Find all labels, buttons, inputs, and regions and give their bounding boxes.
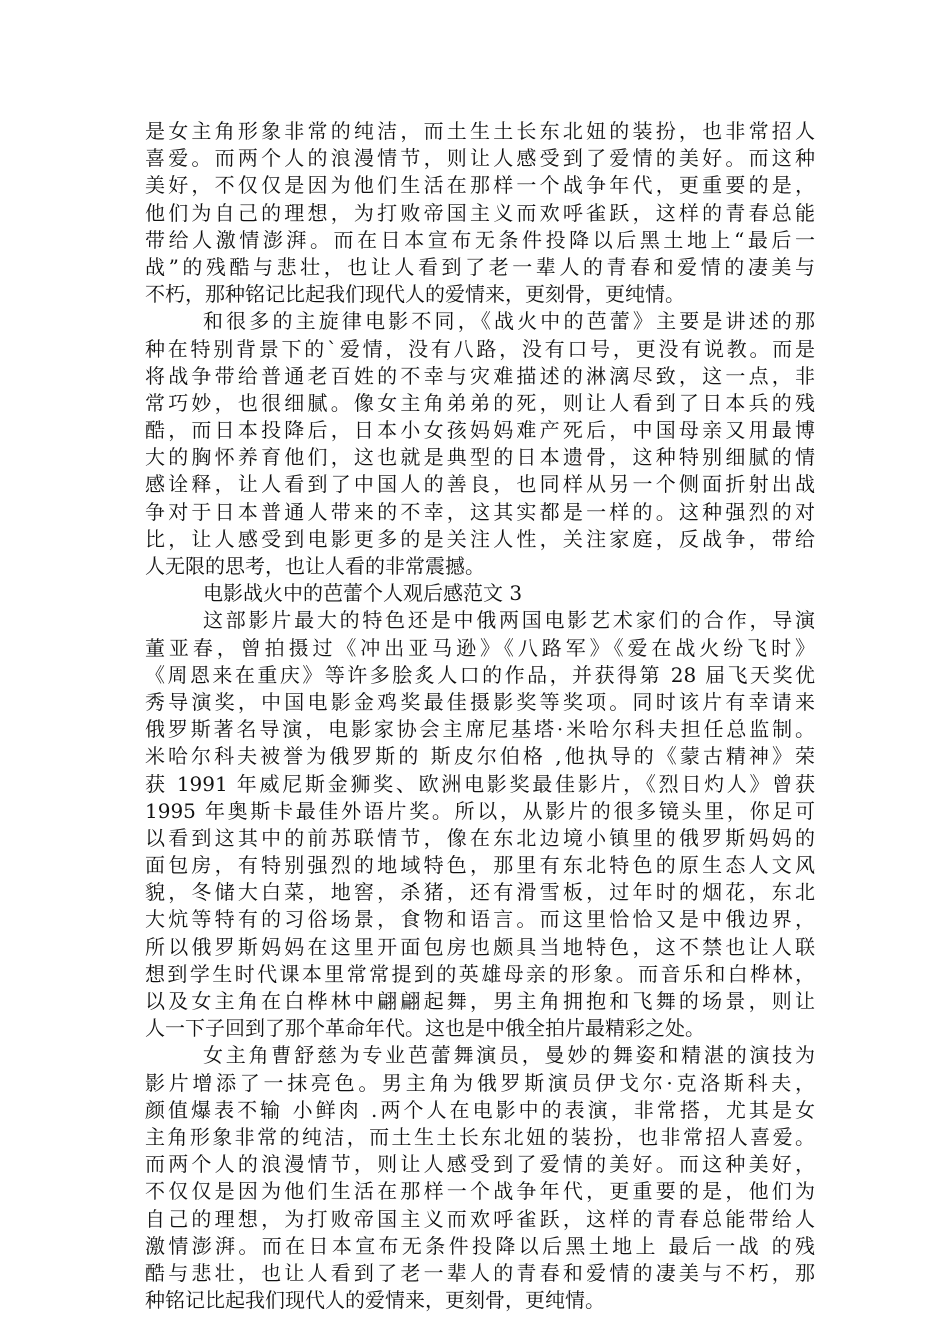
text-line: 这部影片最大的特色还是中俄两国电影艺术家们的合作，导演 <box>203 608 815 633</box>
text-line: 影片增添了一抹亮色。男主角为俄罗斯演员伊戈尔·克洛斯科夫， <box>145 1070 815 1095</box>
paragraph-3 <box>145 607 815 1042</box>
text-line: 以看到这其中的前苏联情节，像在东北边境小镇里的俄罗斯妈妈的 <box>145 825 815 850</box>
text-line: 人无限的思考，也让人看的非常震撼。 <box>145 554 485 578</box>
text-line: 种在特别背景下的`爱情，没有八路，没有口号，更没有说教。而是 <box>145 336 815 361</box>
text-line: 获 1991 年威尼斯金狮奖、欧洲电影奖最佳影片，《烈日灼人》曾获 <box>145 771 815 796</box>
text-line: 大的胸怀养育他们，这也就是典型的日本遗骨，这种特别细腻的情 <box>145 445 815 470</box>
text-line: 将战争带给普通老百姓的不幸与灾难描述的淋漓尽致，这一点，非 <box>145 363 815 388</box>
text-line: 秀导演奖，中国电影金鸡奖最佳摄影奖等奖项。同时该片有幸请来 <box>145 689 815 714</box>
paragraph-2 <box>145 308 815 580</box>
heading-text: 电影战火中的芭蕾个人观后感范文 3 <box>203 581 523 606</box>
text-line: 战”的残酷与悲壮，也让人看到了老一辈人的青春和爱情的凄美与 <box>145 254 815 279</box>
text-line: 带给人激情澎湃。而在日本宣布无条件投降以后黑土地上“最后一 <box>145 227 815 252</box>
text-line: 不仅仅是因为他们生活在那样一个战争年代，更重要的是，他们为 <box>145 1179 815 1204</box>
text-line: 董亚春，曾拍摄过《冲出亚马逊》《八路军》《爱在战火纷飞时》 <box>145 635 815 660</box>
paragraph-4 <box>145 1042 815 1314</box>
section-heading <box>145 580 815 607</box>
text-line: 而两个人的浪漫情节，则让人感受到了爱情的美好。而这种美好， <box>145 1152 815 1177</box>
text-line: 比，让人感受到电影更多的是关注人性，关注家庭，反战争，带给 <box>145 526 815 551</box>
document-page <box>145 118 815 1314</box>
text-line: 酷与悲壮，也让人看到了老一辈人的青春和爱情的凄美与不朽，那 <box>145 1260 815 1285</box>
text-line: 美好，不仅仅是因为他们生活在那样一个战争年代，更重要的是， <box>145 173 815 198</box>
text-line: 俄罗斯著名导演，电影家协会主席尼基塔·米哈尔科夫担任总监制。 <box>145 717 815 742</box>
text-line: 貌，冬储大白菜，地窖，杀猪，还有滑雪板，过年时的烟花，东北 <box>145 880 815 905</box>
text-line: 想到学生时代课本里常常提到的英雄母亲的形象。而音乐和白桦林， <box>145 961 815 986</box>
text-line: 女主角曹舒慈为专业芭蕾舞演员，曼妙的舞姿和精湛的演技为 <box>203 1043 815 1068</box>
text-line: 面包房，有特别强烈的地域特色，那里有东北特色的原生态人文风 <box>145 853 815 878</box>
text-line: 酷，而日本投降后，日本小女孩妈妈难产死后，中国母亲又用最博 <box>145 418 815 443</box>
text-line: 人一下子回到了那个革命年代。这也是中俄全拍片最精彩之处。 <box>145 1016 705 1041</box>
text-line: 自己的理想，为打败帝国主义而欢呼雀跃，这样的青春总能带给人 <box>145 1206 815 1231</box>
text-line: 米哈尔科夫被誉为俄罗斯的 斯皮尔伯格 ,他执导的《蒙古精神》荣 <box>145 744 815 769</box>
paragraph-1 <box>145 118 815 308</box>
text-line: 主角形象非常的纯洁，而土生土长东北妞的装扮，也非常招人喜爱。 <box>145 1124 815 1149</box>
text-line: 常巧妙，也很细腻。像女主角弟弟的死，则让人看到了日本兵的残 <box>145 390 815 415</box>
text-line: 以及女主角在白桦林中翩翩起舞，男主角拥抱和飞舞的场景，则让 <box>145 989 815 1013</box>
text-line: 颜值爆表不输 小鲜肉 .两个人在电影中的表演，非常搭，尤其是女 <box>145 1097 815 1122</box>
text-line: 激情澎湃。而在日本宣布无条件投降以后黑土地上 最后一战 的残 <box>145 1233 815 1258</box>
text-line: 喜爱。而两个人的浪漫情节，则让人感受到了爱情的美好。而这种 <box>145 146 815 171</box>
text-line: 和很多的主旋律电影不同，《战火中的芭蕾》主要是讲述的那 <box>203 309 815 334</box>
text-line: 感诠释，让人看到了中国人的善良，也同样从另一个侧面折射出战 <box>145 472 815 497</box>
text-line: 他们为自己的理想，为打败帝国主义而欢呼雀跃，这样的青春总能 <box>145 200 815 225</box>
text-line: 争对于日本普通人带来的不幸，这其实都是一样的。这种强烈的对 <box>145 499 815 524</box>
text-line: 种铭记比起我们现代人的爱情来，更刻骨，更纯情。 <box>145 1288 605 1313</box>
text-line: 大炕等特有的习俗场景，食物和语言。而这里恰恰又是中俄边界， <box>145 907 815 932</box>
text-line: 是女主角形象非常的纯洁，而土生土长东北妞的装扮，也非常招人 <box>145 119 815 143</box>
text-line: 《周恩来在重庆》等许多脍炙人口的作品，并获得第 28 届飞天奖优 <box>145 662 815 687</box>
text-line: 1995 年奥斯卡最佳外语片奖。所以，从影片的很多镜头里，你足可 <box>145 798 815 823</box>
text-line: 不朽，那种铭记比起我们现代人的爱情来，更刻骨，更纯情。 <box>145 282 685 307</box>
text-line: 所以俄罗斯妈妈在这里开面包房也颇具当地特色，这不禁也让人联 <box>145 934 815 959</box>
